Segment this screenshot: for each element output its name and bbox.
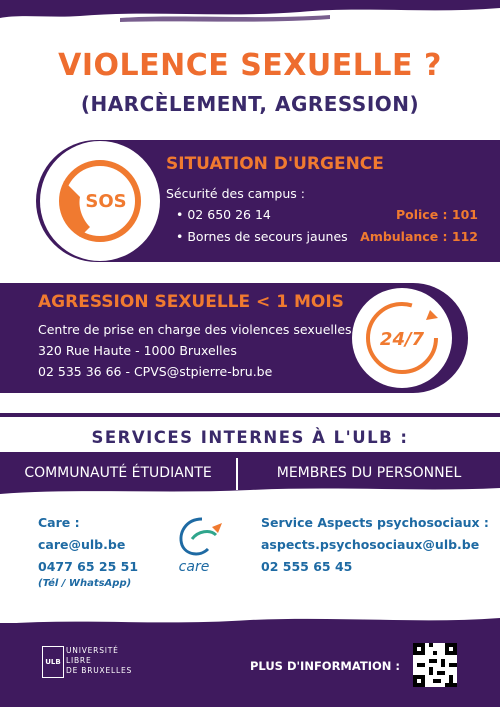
care-label: Care : (38, 515, 80, 530)
ambulance-number[interactable]: Ambulance : 112 (360, 229, 478, 244)
tab-students: COMMUNAUTÉ ÉTUDIANTE (24, 465, 212, 481)
campus-security-label: Sécurité des campus : (166, 186, 305, 201)
badge-24-7: 24/7 (379, 329, 425, 350)
care-logo (172, 515, 228, 575)
services-heading: SERVICES INTERNES À L'ULB : (91, 428, 409, 447)
staff-email[interactable]: aspects.psychosociaux@ulb.be (261, 537, 480, 552)
page-title: VIOLENCE SEXUELLE ? (58, 48, 442, 83)
university-name: UNIVERSITÉ LIBRE DE BRUXELLES (66, 646, 133, 675)
top-brush-stroke (0, 0, 500, 30)
ulb-logo: ULB (42, 646, 64, 678)
tab-staff: MEMBRES DU PERSONNEL (276, 465, 462, 481)
list-item: • 02 650 26 14 (176, 207, 271, 222)
clock-24-7-icon (352, 288, 452, 388)
care-logo-icon (172, 515, 228, 575)
cpvs-contact[interactable]: 02 535 36 66 - CPVS@stpierre-bru.be (38, 364, 273, 379)
care-email[interactable]: care@ulb.be (38, 537, 126, 552)
sos-text: SOS (85, 191, 127, 212)
campus-phone[interactable]: 02 650 26 14 (187, 207, 271, 222)
staff-phone[interactable]: 02 555 65 45 (261, 559, 353, 574)
care-logo-text: care (178, 559, 210, 575)
section-divider (0, 413, 500, 417)
list-item: • Bornes de secours jaunes (176, 229, 348, 244)
page-subtitle: (HARCÈLEMENT, AGRESSION) (80, 92, 420, 116)
staff-service-label: Service Aspects psychosociaux : (261, 515, 489, 530)
sos-circle (40, 141, 160, 261)
care-note: (Tél / WhatsApp) (38, 578, 132, 589)
qr-code-icon[interactable] (413, 643, 457, 687)
urgence-heading: SITUATION D'URGENCE (166, 154, 384, 174)
police-number[interactable]: Police : 101 (395, 207, 478, 222)
cpvs-name: Centre de prise en charge des violences sexuelles (38, 322, 352, 337)
agression-heading: AGRESSION SEXUELLE < 1 MOIS (38, 292, 344, 312)
sos-phone-icon (40, 141, 160, 261)
emergency-terminals: Bornes de secours jaunes (187, 229, 348, 244)
cpvs-address: 320 Rue Haute - 1000 Bruxelles (38, 343, 237, 358)
clock-circle (352, 288, 452, 388)
care-phone[interactable]: 0477 65 25 51 (38, 559, 139, 574)
more-info-label: PLUS D'INFORMATION : (250, 659, 401, 673)
